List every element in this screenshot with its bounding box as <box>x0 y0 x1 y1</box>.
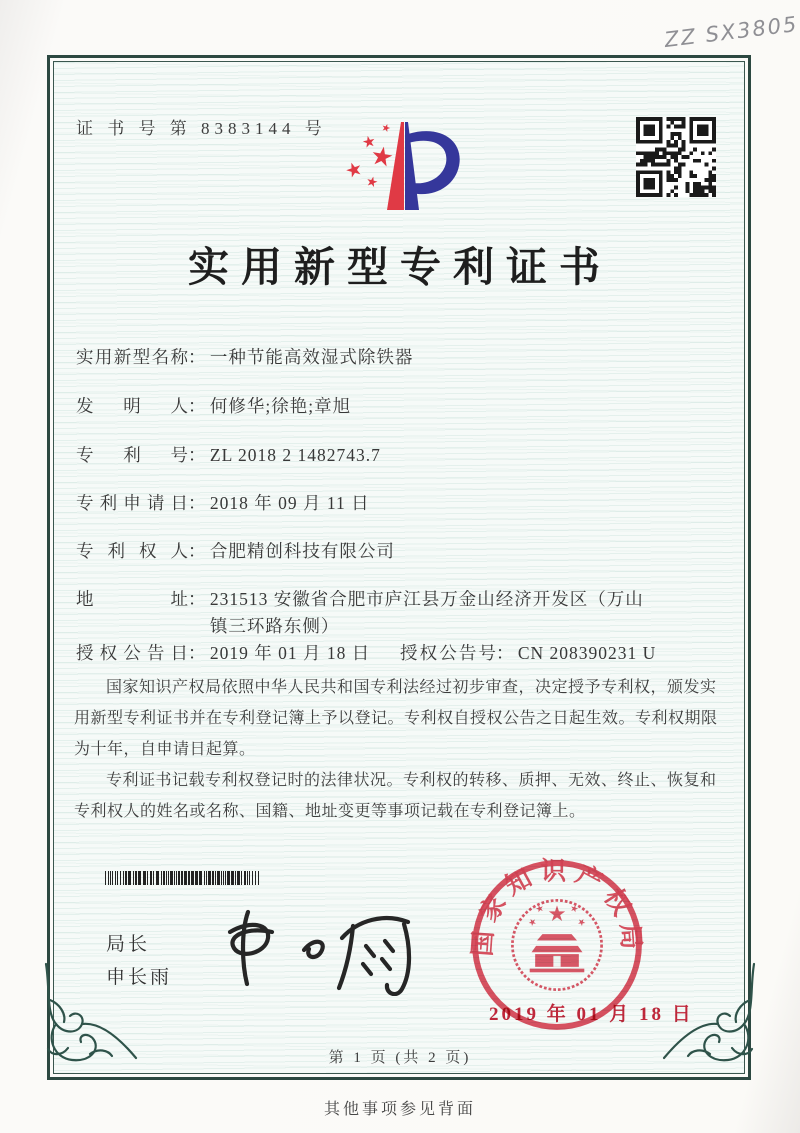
field-value: ZL 2018 2 1482743.7 <box>209 445 381 465</box>
field-label: 专利号 <box>76 445 188 465</box>
back-side-note: 其他事项参见背面 <box>323 1101 476 1118</box>
qr-code <box>636 117 716 197</box>
field-row-name: 实用新型名称： 一种节能高效湿式除铁器 <box>76 344 726 371</box>
field-row-filing-date: 专利申请日： 2018 年 09 月 11 日 <box>76 490 726 517</box>
field-label: 授权公告号 <box>400 643 496 663</box>
page-number: 第 1 页 (共 2 页) <box>328 1050 472 1066</box>
field-row-address: 地址： 231513 安徽省合肥市庐江县万金山经济开发区（万山镇三环路东侧） <box>76 586 726 640</box>
field-label: 专利申请日 <box>76 493 188 513</box>
signer-title: 局长 <box>106 934 151 955</box>
field-label: 授权公告日 <box>76 643 188 663</box>
field-value: 2018 年 09 月 11 日 <box>209 493 370 513</box>
svg-text:国家知识产权局: 国家知识产权局 <box>467 856 647 958</box>
field-label: 专利权人 <box>76 541 188 561</box>
field-label: 发明人 <box>76 396 188 416</box>
field-row-inventor: 发明人： 何修华;徐艳;章旭 <box>76 393 726 420</box>
field-value: 合肥精创科技有限公司 <box>209 541 395 561</box>
cnipa-logo-icon <box>342 112 472 224</box>
field-value: 231513 安徽省合肥市庐江县万金山经济开发区（万山镇三环路东侧） <box>209 589 644 637</box>
field-label: 实用新型名称 <box>76 347 188 367</box>
certificate-title: 实用新型专利证书 <box>188 244 612 290</box>
seal-date: 2019 年 01 月 18 日 <box>489 1004 694 1025</box>
paragraph-2: 专利证书记载专利权登记时的法律状况。专利权的转移、质押、无效、终止、恢复和专利权人的姓名或名称、国籍、地址变更等事项记载在专利登记簿上。 <box>74 772 717 820</box>
field-row-patent-no: 专利号： ZL 2018 2 1482743.7 <box>76 442 726 469</box>
grant-date-value: 2019 年 01 月 18 日 <box>209 643 371 663</box>
field-row-grant: 授权公告日： 2019 年 01 月 18 日 授权公告号： CN 208390231 U <box>76 640 726 667</box>
paragraph-1: 国家知识产权局依照中华人民共和国专利法经过初步审查，决定授予专利权，颁发实用新型专利证书并在专利登记簿上予以登记。专利权自授权公告之日起生效。专利权期限为十年，自申请日起算。 <box>74 679 718 758</box>
field-row-patentee: 专利权人： 合肥精创科技有限公司 <box>76 538 726 565</box>
signature-icon <box>216 896 431 996</box>
signer-name: 申长雨 <box>106 967 173 988</box>
legal-text <box>74 672 724 827</box>
field-value: 一种节能高效湿式除铁器 <box>209 347 414 367</box>
field-value: 何修华;徐艳;章旭 <box>209 396 352 416</box>
field-label: 地址 <box>76 589 188 609</box>
grant-no-value: CN 208390231 U <box>517 643 657 663</box>
grant-no-group: 授权公告号： CN 208390231 U <box>400 640 656 667</box>
certificate-number: 证 书 号 第 8383144 号 <box>76 119 327 138</box>
handwritten-note: ZZ SX3805 <box>663 11 800 53</box>
barcode <box>105 871 317 885</box>
